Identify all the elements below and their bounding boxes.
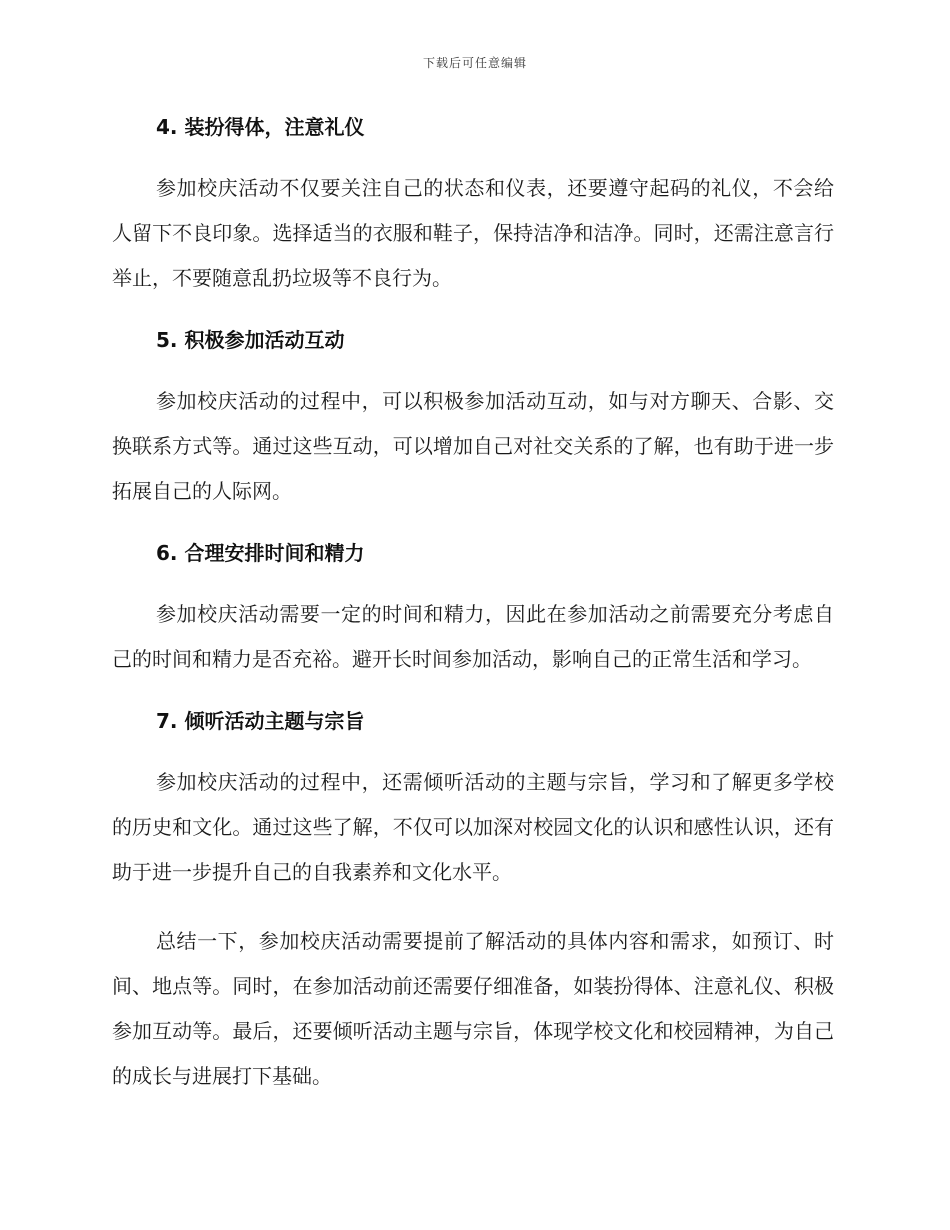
- section-paragraph-6: 参加校庆活动需要一定的时间和精力，因此在参加活动之前需要充分考虑自己的时间和精力是否充裕。避开长时间参加活动，影响自己的正常生活和学习。: [112, 602, 834, 671]
- section-heading-4: 4. 装扮得体，注意礼仪: [156, 115, 365, 139]
- section-paragraph-7: 参加校庆活动的过程中，还需倾听活动的主题与宗旨，学习和了解更多学校的历史和文化。通过这些了解，不仅可以加深对校园文化的认识和感性认识，还有助于进一步提升自己的自我素养和文化水平。: [112, 770, 834, 884]
- header-note: 下载后可任意编辑: [422, 56, 527, 70]
- section-paragraph-5: 参加校庆活动的过程中，可以积极参加活动互动，如与对方聊天、合影、交换联系方式等。通过这些互动，可以增加自己对社交关系的了解，也有助于进一步拓展自己的人际网。: [112, 389, 834, 503]
- document-body: [112, 112, 834, 1099]
- section-paragraph-4: 参加校庆活动不仅要关注自己的状态和仪表，还要遵守起码的礼仪，不会给人留下不良印象。选择适当的衣服和鞋子，保持洁净和洁净。同时，还需注意言行举止，不要随意乱扔垃圾等不良行为。: [112, 176, 834, 290]
- section-heading-6: 6. 合理安排时间和精力: [156, 541, 365, 565]
- section-heading-7: 7. 倾听活动主题与宗旨: [156, 709, 365, 733]
- section-heading-5: 5. 积极参加活动互动: [156, 328, 345, 352]
- summary-paragraph: 总结一下，参加校庆活动需要提前了解活动的具体内容和需求，如预订、时间、地点等。同时，在参加活动前还需要仔细准备，如装扮得体、注意礼仪、积极参加互动等。最后，还要倾听活动主题与宗旨，体现学校文化和校园精神，为自己的成长与进展打下基础。: [112, 929, 834, 1088]
